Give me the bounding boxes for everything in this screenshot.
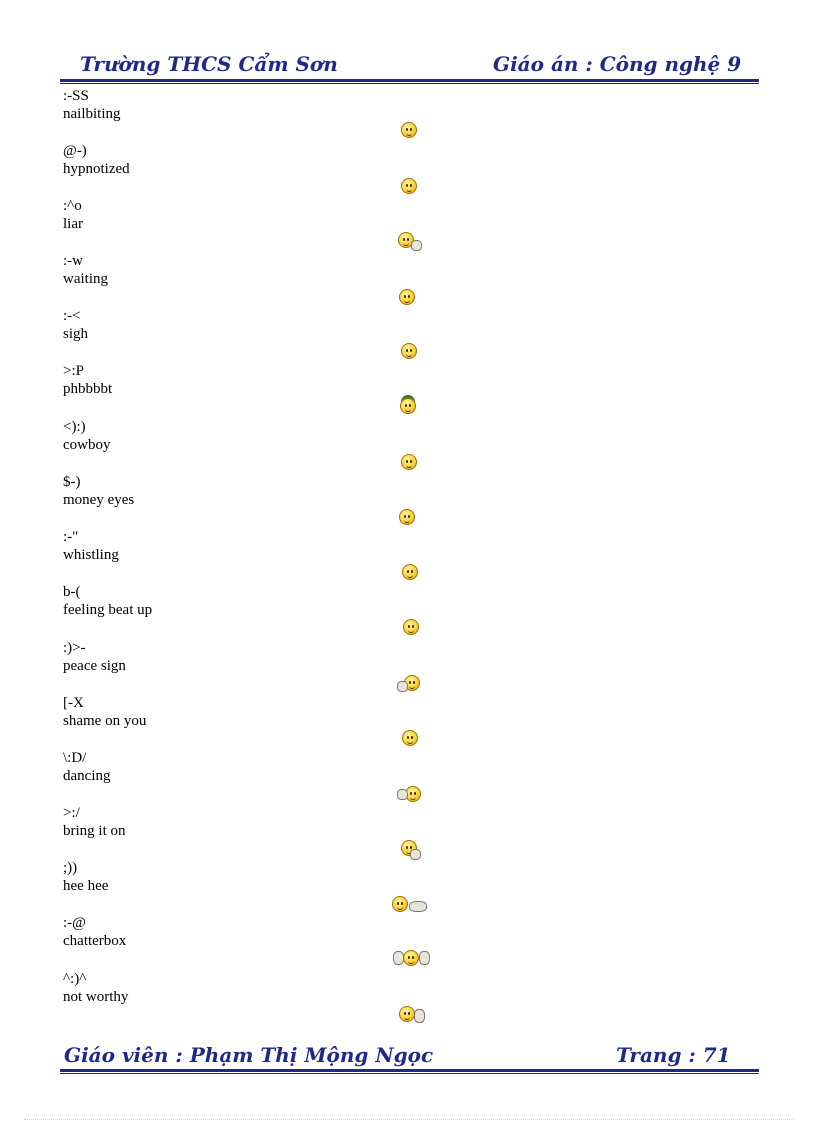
emoticon-label: hee hee <box>63 878 109 894</box>
emoticon-code: :^o <box>63 198 82 214</box>
emoticon-code: :-w <box>63 253 83 269</box>
emoticon-label: nailbiting <box>63 106 121 122</box>
emoticon-code: >:/ <box>63 805 80 821</box>
chatterbox-right-hand-icon <box>419 951 430 965</box>
emoticon-code: ^:)^ <box>63 971 87 987</box>
emoticon-entry <box>63 197 463 233</box>
emoticon-label: not worthy <box>63 989 129 1005</box>
emoticon-code: [-X <box>63 695 84 711</box>
emoticon-label: phbbbbt <box>63 381 113 397</box>
emoticon-entry <box>63 252 463 288</box>
emoticon-code: @-) <box>63 143 87 159</box>
nailbiting-face-icon <box>401 122 417 138</box>
emoticon-code: >:P <box>63 363 84 379</box>
emoticon-entry <box>63 528 463 564</box>
emoticon-entry <box>63 583 463 619</box>
emoticon-code: <):) <box>63 419 86 435</box>
emoticon-entry <box>63 804 463 840</box>
not-worthy-face-icon <box>399 1006 415 1022</box>
emoticon-entry <box>63 362 463 398</box>
emoticon-code: :)>- <box>63 640 86 656</box>
dancing-hand-icon <box>397 789 408 800</box>
hee-hee-face-icon <box>392 896 408 912</box>
emoticon-code: ;)) <box>63 860 78 876</box>
not-worthy-hand-icon <box>414 1009 425 1023</box>
emoticon-label: sigh <box>63 326 89 342</box>
whistling-face-icon <box>402 564 418 580</box>
emoticon-code: :-" <box>63 529 79 545</box>
page-number: Trang : 71 <box>616 1043 731 1067</box>
liar-nose-icon <box>411 240 422 251</box>
emoticon-entry <box>63 859 463 895</box>
emoticon-code: $-) <box>63 474 81 490</box>
emoticon-label: peace sign <box>63 658 126 674</box>
shame-face-icon <box>402 730 418 746</box>
emoticon-entry <box>63 473 463 509</box>
emoticon-label: waiting <box>63 271 108 287</box>
emoticon-entry <box>63 142 463 178</box>
emoticon-entry <box>63 87 463 123</box>
page-edge-dots <box>24 1119 794 1120</box>
emoticon-entry <box>63 307 463 343</box>
sigh-face-icon <box>401 343 417 359</box>
emoticon-code: :-@ <box>63 915 86 931</box>
phbbbbt-face-icon <box>400 398 416 414</box>
emoticon-code: :-SS <box>63 88 89 104</box>
emoticon-label: liar <box>63 216 83 232</box>
footer-rule <box>60 1069 759 1074</box>
teacher-name: Giáo viên : Phạm Thị Mộng Ngọc <box>64 1043 434 1067</box>
emoticon-entry <box>63 749 463 785</box>
emoticon-code: :-< <box>63 308 81 324</box>
emoticon-entry <box>63 639 463 675</box>
emoticon-code: \:D/ <box>63 750 87 766</box>
emoticon-label: money eyes <box>63 492 135 508</box>
emoticon-label: chatterbox <box>63 933 127 949</box>
chatterbox-face-icon <box>403 950 419 966</box>
emoticon-entry <box>63 970 463 1006</box>
cowboy-face-icon <box>401 454 417 470</box>
emoticon-code: b-( <box>63 584 81 600</box>
emoticon-label: hypnotized <box>63 161 130 177</box>
emoticon-entry <box>63 418 463 454</box>
emoticon-label: bring it on <box>63 823 126 839</box>
emoticon-label: shame on you <box>63 713 147 729</box>
emoticon-label: cowboy <box>63 437 111 453</box>
emoticon-entry <box>63 914 463 950</box>
subject-title: Giáo án : Công nghệ 9 <box>493 52 742 76</box>
emoticon-entry <box>63 694 463 730</box>
beat-up-face-icon <box>403 619 419 635</box>
emoticon-label: feeling beat up <box>63 602 153 618</box>
header-rule <box>60 79 759 84</box>
peace-hand-icon <box>397 681 408 692</box>
emoticon-label: dancing <box>63 768 111 784</box>
waiting-face-icon <box>399 289 415 305</box>
money-eyes-face-icon <box>399 509 415 525</box>
emoticon-label: whistling <box>63 547 119 563</box>
school-name: Trường THCS Cẩm Sơn <box>80 52 338 76</box>
hee-hee-hand-icon <box>409 901 427 912</box>
hypnotized-face-icon <box>401 178 417 194</box>
